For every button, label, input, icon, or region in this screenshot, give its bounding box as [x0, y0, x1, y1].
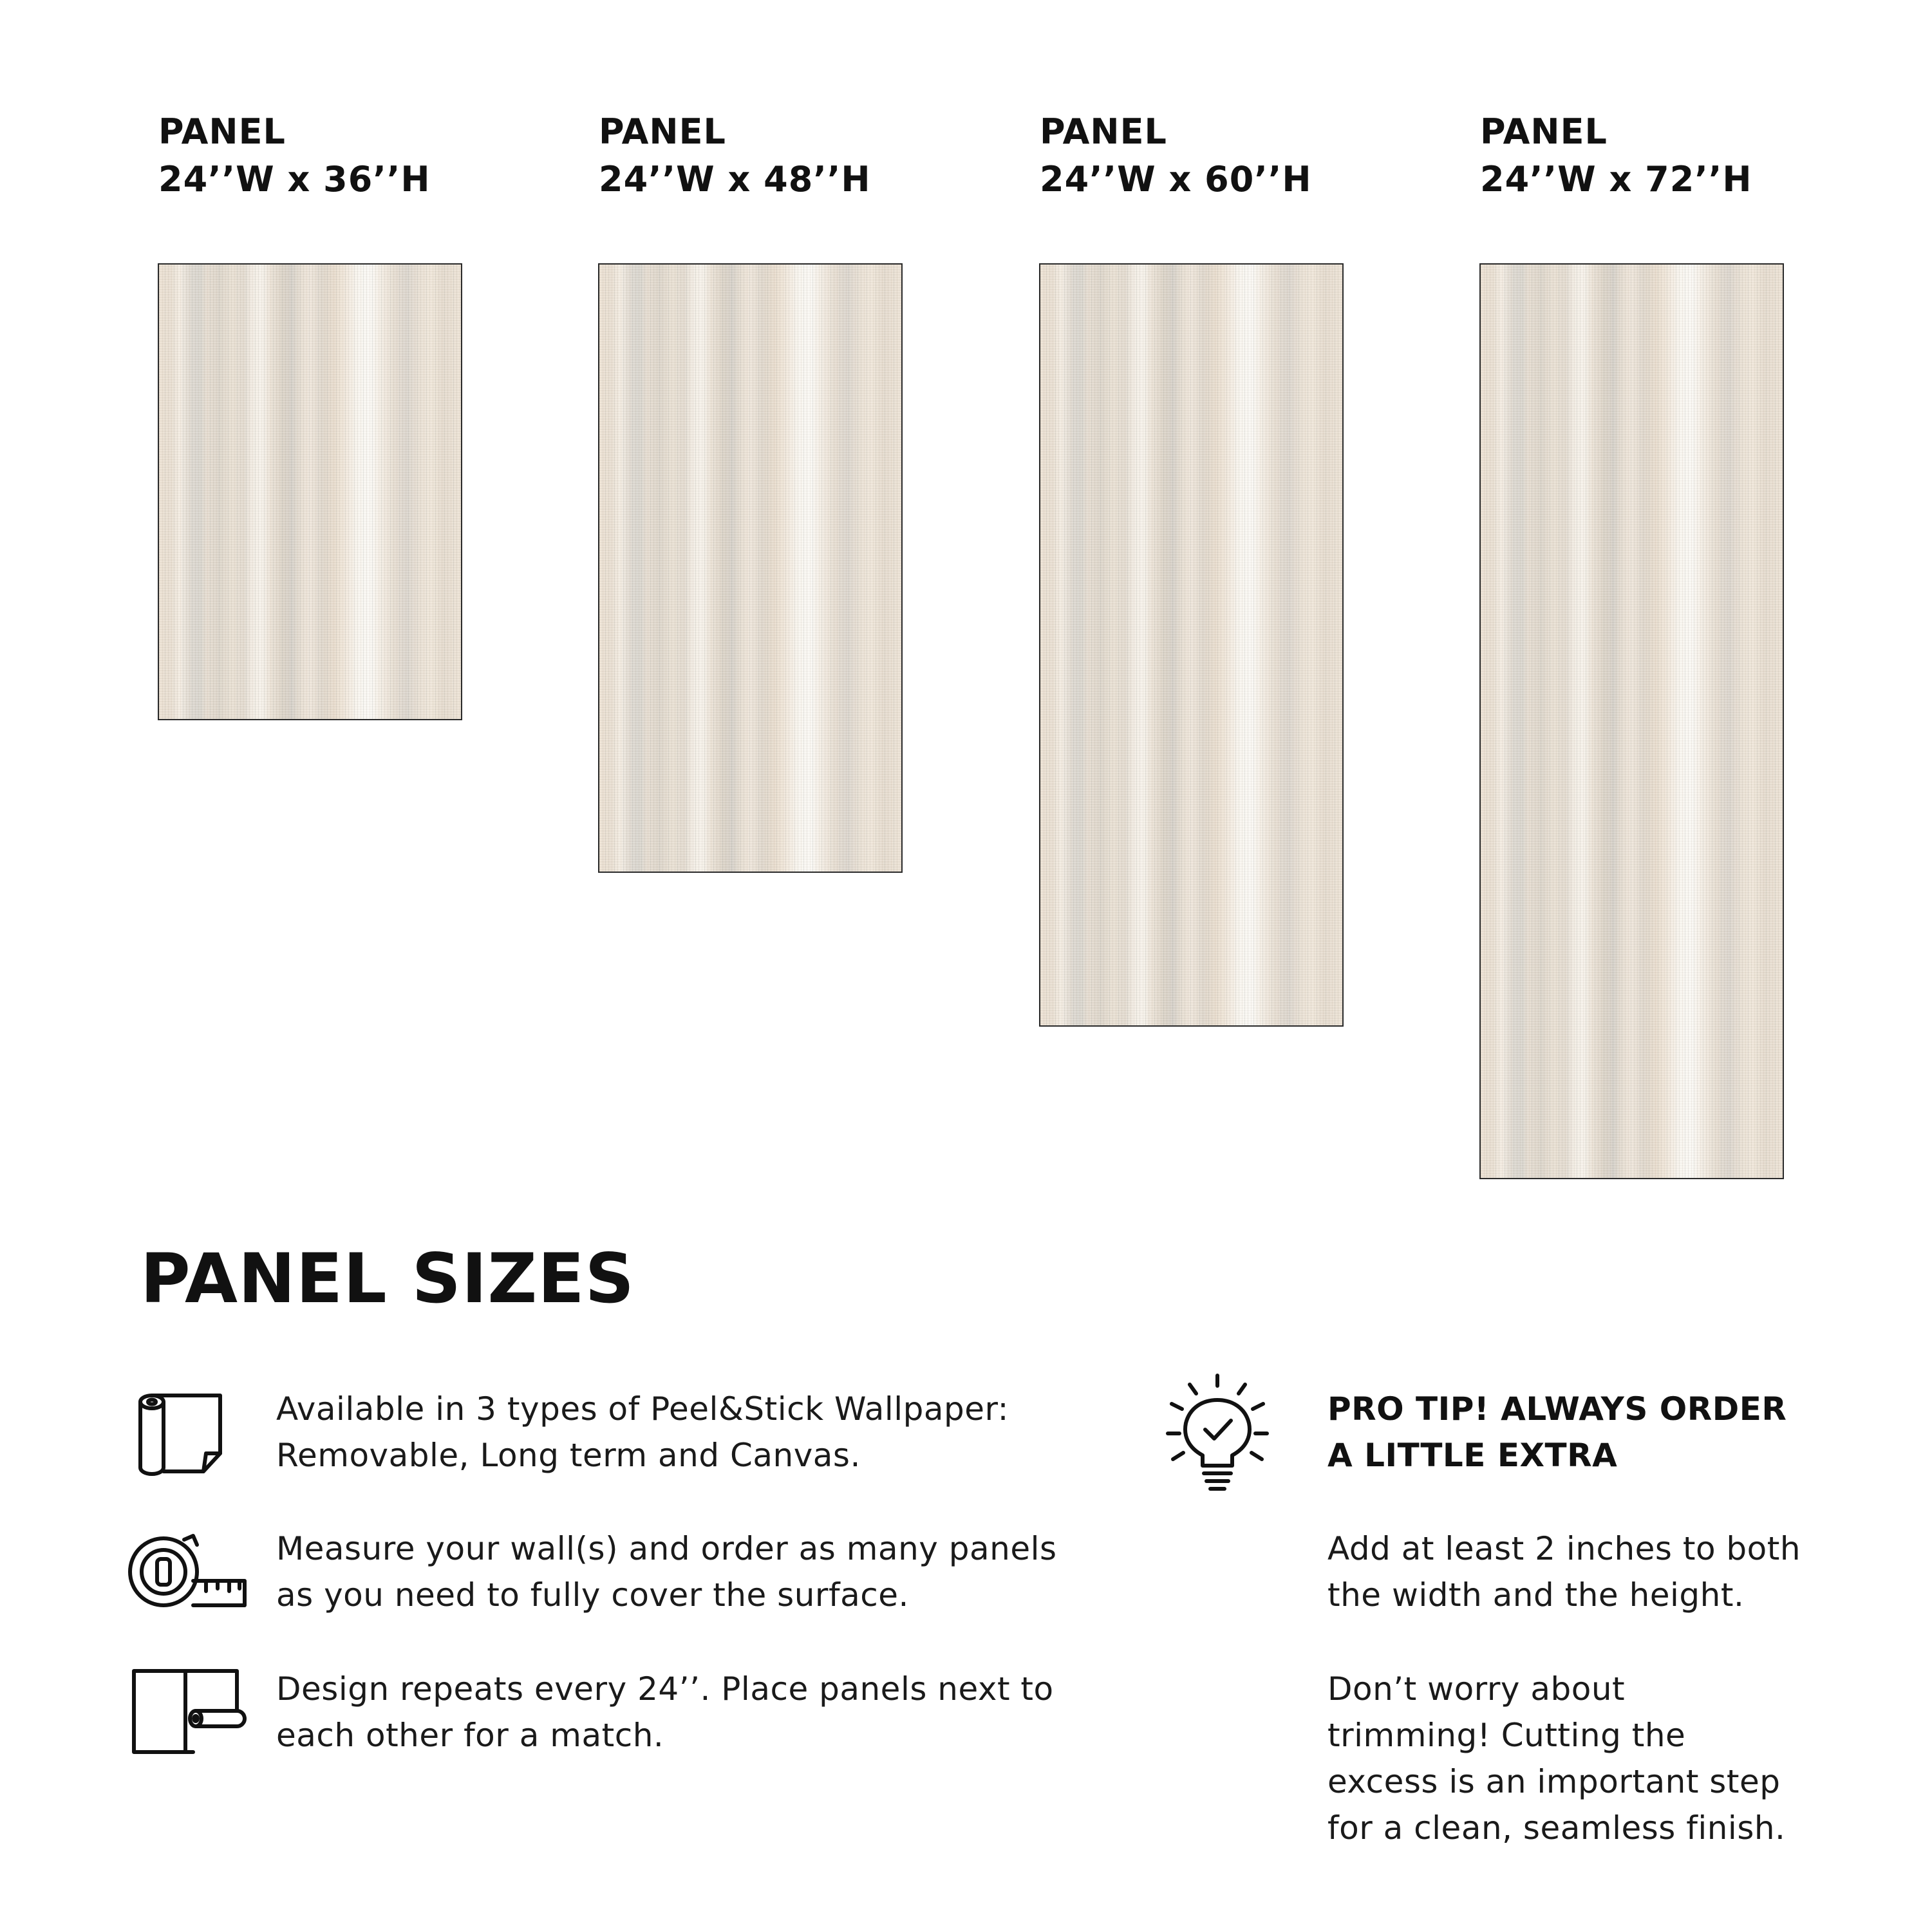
- pro-tip-extra-inches: [1327, 1525, 1801, 1618]
- panel-size: 24’’W x 72’’H: [1480, 159, 1752, 200]
- info-line: as you need to fully cover the surface.: [276, 1576, 909, 1614]
- wallpaper-roll-icon: [134, 1389, 224, 1479]
- tip-heading-line: PRO TIP! ALWAYS ORDER: [1327, 1390, 1787, 1428]
- panel-size: 24’’W x 48’’H: [599, 159, 871, 200]
- tip-line: the width and the height.: [1327, 1576, 1745, 1614]
- pro-tip-trimming: [1327, 1666, 1785, 1851]
- info-line: each other for a match.: [276, 1717, 664, 1754]
- panel-title: PANEL: [599, 111, 726, 152]
- info-line: Design repeats every 24’’. Place panels next to: [276, 1670, 1054, 1708]
- info-text-repeat: [276, 1666, 1107, 1758]
- panel-swatch-48: [598, 263, 903, 873]
- panel-roll-icon: [129, 1666, 251, 1756]
- info-text-measure: [276, 1525, 1107, 1618]
- pro-tip-heading: [1327, 1386, 1787, 1479]
- panel-size: 24’’W x 60’’H: [1040, 159, 1312, 200]
- lightbulb-check-icon: [1163, 1372, 1272, 1494]
- info-line: Available in 3 types of Peel&Stick Wallpaper:: [276, 1390, 1009, 1428]
- tip-heading-line: A LITTLE EXTRA: [1327, 1437, 1618, 1474]
- info-line: Measure your wall(s) and order as many panels: [276, 1530, 1057, 1567]
- panel-title: PANEL: [1480, 111, 1608, 152]
- tip-line: trimming! Cutting the: [1327, 1717, 1686, 1754]
- tip-line: Don’t worry about: [1327, 1670, 1626, 1708]
- info-line: Removable, Long term and Canvas.: [276, 1437, 861, 1474]
- section-title: PANEL SIZES: [140, 1239, 635, 1318]
- measuring-tape-icon: [126, 1529, 249, 1613]
- info-text-types: [276, 1386, 1107, 1479]
- panel-size: 24’’W x 36’’H: [158, 159, 431, 200]
- panel-label-72: [1480, 108, 1752, 203]
- panel-label-48: [599, 108, 871, 203]
- panel-swatch-72: [1479, 263, 1784, 1179]
- panel-title: PANEL: [1040, 111, 1167, 152]
- tip-line: excess is an important step: [1327, 1763, 1781, 1800]
- tip-line: for a clean, seamless finish.: [1327, 1809, 1786, 1847]
- panel-title: PANEL: [158, 111, 286, 152]
- tip-line: Add at least 2 inches to both: [1327, 1530, 1801, 1567]
- panel-swatch-60: [1039, 263, 1344, 1027]
- panel-label-60: [1040, 108, 1312, 203]
- panel-swatch-36: [158, 263, 462, 720]
- panel-label-36: [158, 108, 431, 203]
